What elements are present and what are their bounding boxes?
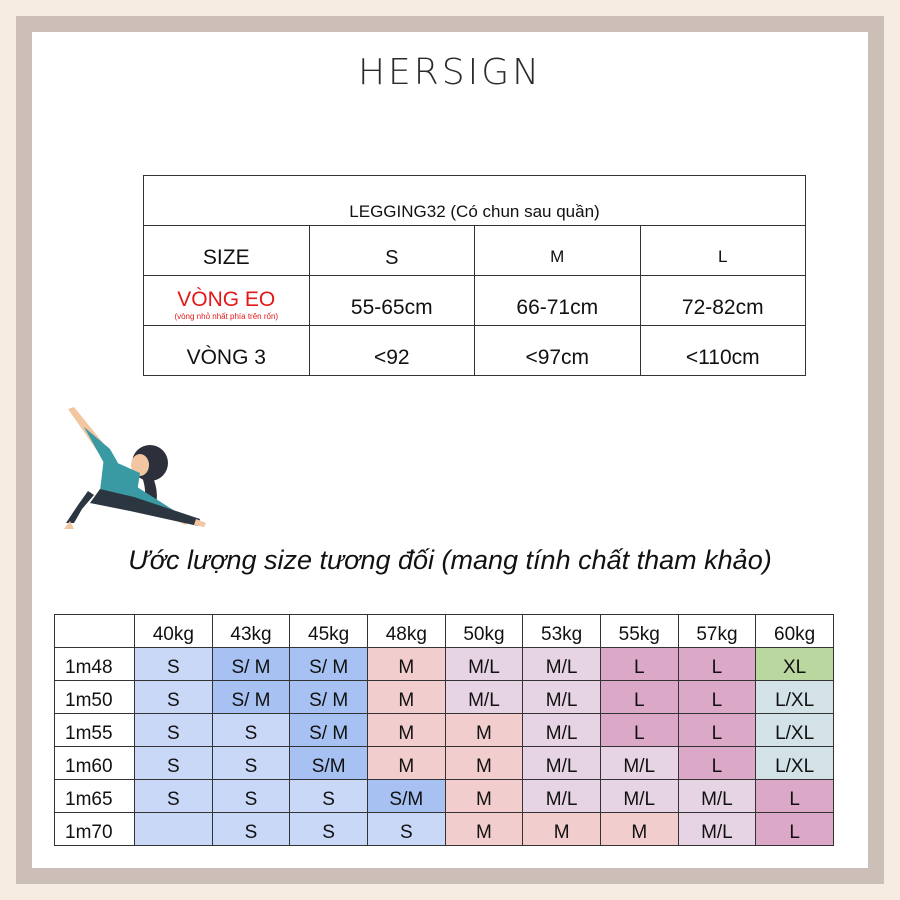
size-cell: L	[756, 813, 834, 846]
size-cell: XL	[756, 648, 834, 681]
size-table	[143, 175, 806, 376]
waist-value-s: 55-65cm	[309, 276, 475, 326]
size-cell: M	[367, 681, 445, 714]
corner-cell	[55, 615, 135, 648]
hip-label: VÒNG 3	[144, 326, 310, 376]
size-cell: S	[135, 681, 213, 714]
size-cell: M/L	[600, 780, 678, 813]
estimate-table	[54, 614, 834, 846]
size-cell: S	[212, 813, 290, 846]
size-cell: S	[212, 714, 290, 747]
size-cell: M	[445, 780, 523, 813]
size-cell: M	[367, 648, 445, 681]
size-cell	[135, 813, 213, 846]
size-cell: S	[135, 747, 213, 780]
brand-logo: HERSIGN	[357, 52, 543, 93]
size-cell: M/L	[445, 681, 523, 714]
height-label: 1m65	[55, 780, 135, 813]
table-row	[55, 681, 834, 714]
size-cell: M	[445, 714, 523, 747]
waist-value-l: 72-82cm	[640, 276, 806, 326]
size-cell: L	[756, 780, 834, 813]
weight-header: 48kg	[367, 615, 445, 648]
weight-header: 60kg	[756, 615, 834, 648]
size-cell: S/ M	[212, 648, 290, 681]
size-cell: M/L	[523, 714, 601, 747]
waist-note: (vòng nhỏ nhất phía trên rốn)	[174, 311, 279, 321]
height-label: 1m48	[55, 648, 135, 681]
size-cell: M/L	[678, 813, 756, 846]
height-label: 1m50	[55, 681, 135, 714]
size-cell: L/XL	[756, 714, 834, 747]
size-cell: S/M	[367, 780, 445, 813]
size-header-m: M	[475, 226, 641, 276]
size-cell: S/M	[290, 747, 368, 780]
yoga-woman-icon	[60, 405, 210, 530]
size-cell: M	[445, 747, 523, 780]
size-cell: L	[678, 714, 756, 747]
size-cell: M/L	[600, 747, 678, 780]
table-row	[55, 648, 834, 681]
table-row	[55, 780, 834, 813]
hip-value-s: <92	[309, 326, 475, 376]
table-row	[55, 747, 834, 780]
weight-header: 45kg	[290, 615, 368, 648]
height-label: 1m70	[55, 813, 135, 846]
size-cell: S	[135, 648, 213, 681]
height-label: 1m55	[55, 714, 135, 747]
table-row	[55, 813, 834, 846]
size-cell: S	[367, 813, 445, 846]
size-cell: L	[678, 681, 756, 714]
weight-header: 57kg	[678, 615, 756, 648]
estimate-subtitle: Ước lượng size tương đối (mang tính chất tham khảo)	[128, 545, 772, 575]
waist-value-m: 66-71cm	[475, 276, 641, 326]
size-header-s: S	[309, 226, 475, 276]
size-cell: M/L	[678, 780, 756, 813]
weight-header: 55kg	[600, 615, 678, 648]
weight-header: 53kg	[523, 615, 601, 648]
size-cell: L/XL	[756, 747, 834, 780]
hip-value-l: <110cm	[640, 326, 806, 376]
height-label: 1m60	[55, 747, 135, 780]
size-cell: M/L	[523, 747, 601, 780]
size-cell: S	[290, 780, 368, 813]
size-cell: M	[367, 714, 445, 747]
size-cell: S/ M	[212, 681, 290, 714]
weight-header: 43kg	[212, 615, 290, 648]
table-row	[55, 714, 834, 747]
size-cell: S	[135, 714, 213, 747]
size-cell: L/XL	[756, 681, 834, 714]
size-cell: M	[600, 813, 678, 846]
size-table-title: LEGGING32 (Có chun sau quần)	[144, 176, 806, 226]
size-cell: L	[600, 714, 678, 747]
weight-header: 40kg	[135, 615, 213, 648]
size-cell: M	[445, 813, 523, 846]
size-cell: S	[290, 813, 368, 846]
hip-value-m: <97cm	[475, 326, 641, 376]
waist-label: VÒNG EO	[177, 287, 276, 311]
size-cell: S/ M	[290, 648, 368, 681]
size-cell: M/L	[523, 780, 601, 813]
size-cell: L	[678, 648, 756, 681]
waist-label-cell	[144, 276, 310, 326]
size-header-label: SIZE	[144, 226, 310, 276]
size-cell: M/L	[445, 648, 523, 681]
size-cell: S	[135, 780, 213, 813]
size-cell: M/L	[523, 648, 601, 681]
size-cell: S	[212, 780, 290, 813]
size-header-l: L	[640, 226, 806, 276]
size-cell: M	[367, 747, 445, 780]
size-cell: S	[212, 747, 290, 780]
size-cell: S/ M	[290, 681, 368, 714]
weight-header: 50kg	[445, 615, 523, 648]
size-cell: L	[678, 747, 756, 780]
size-cell: L	[600, 681, 678, 714]
size-cell: M	[523, 813, 601, 846]
size-cell: M/L	[523, 681, 601, 714]
size-cell: S/ M	[290, 714, 368, 747]
size-cell: L	[600, 648, 678, 681]
